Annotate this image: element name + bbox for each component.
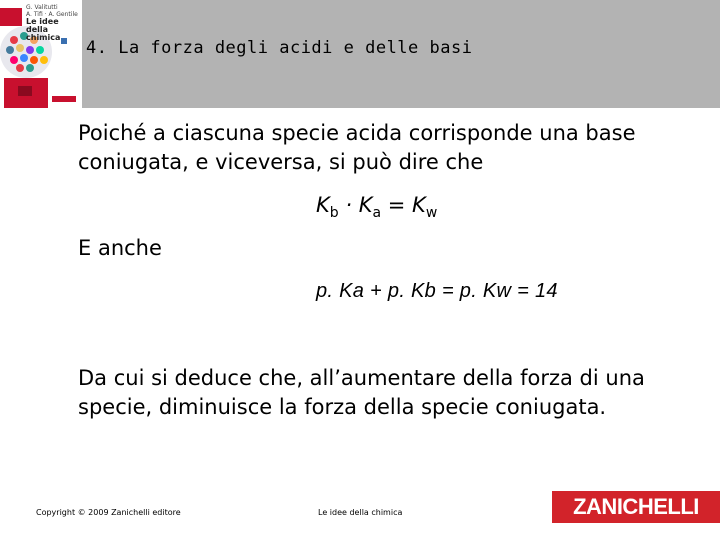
footer-book-title: Le idee della chimica [318,508,403,517]
copyright-text: Copyright © 2009 Zanichelli editore [36,508,181,517]
paragraph-1: Poiché a ciascuna specie acida corrisponde una base coniugata, e viceversa, si può dire che [78,121,636,174]
formula-pka-pkb: p. Ka + p. Kb = p. Kw = 14 [316,280,558,302]
cover-strip [52,96,76,102]
paragraph-3: Da cui si deduce che, all’aumentare della forza di una specie, diminuisce la forza della specie coniugata. [78,366,645,419]
book-cover-image [0,0,82,108]
header-bar [0,0,720,108]
formula-kb-ka-kw: $K_b \cdot K_a = K_w$ [316,193,438,221]
paragraph-2: E anche [78,236,162,260]
cover-badge [61,38,67,44]
zanichelli-logo: ZANICHELLI [552,491,720,523]
slide-title: 4. La forza degli acidi e delle basi [86,38,473,58]
book-cover-title: G. Valitutti A. Tifi · A. Gentile Le idee della chimica [26,4,78,42]
